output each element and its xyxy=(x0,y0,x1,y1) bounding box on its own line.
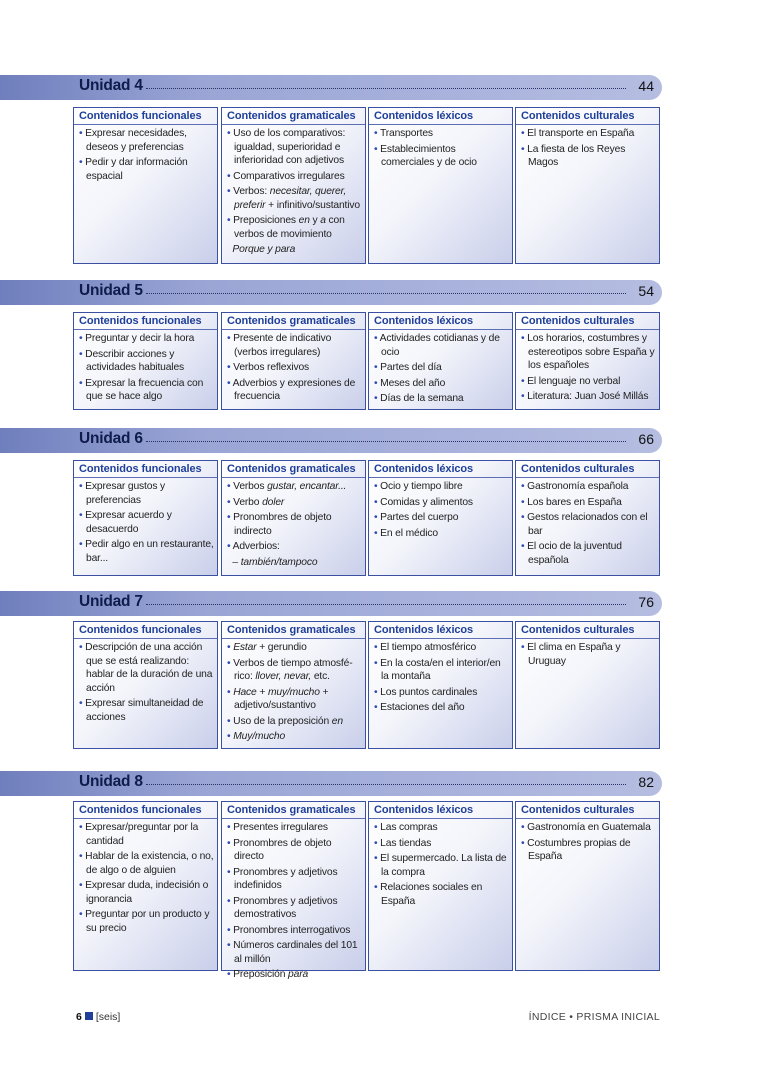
list-item: • Comidas y alimentos xyxy=(374,496,473,508)
dot-leader xyxy=(146,88,626,89)
content-box-heading: Contenidos gramaticales xyxy=(222,108,365,125)
content-list xyxy=(516,125,659,174)
unit-page-number: 66 xyxy=(638,431,654,447)
list-item: • Días de la semana xyxy=(374,393,464,404)
list-item: • Verbos: necesitar, querer, preferir + infinitivo/sustantivo xyxy=(227,186,360,211)
list-item: • Literatura: Juan José Millás xyxy=(521,391,649,402)
content-list xyxy=(74,478,217,569)
content-list xyxy=(222,819,365,986)
list-item: • Expresar simultaneidad de acciones xyxy=(79,698,204,723)
list-item: • Pronombres y adjetivos indefinidos xyxy=(227,866,338,891)
list-item: • Las tiendas xyxy=(374,837,432,849)
unit-page-number: 76 xyxy=(638,594,654,610)
list-item: • Relaciones sociales en España xyxy=(374,882,483,907)
content-list xyxy=(369,639,512,719)
list-item: • En la costa/en el interior/en la montaña xyxy=(374,657,501,682)
list-item: • Actividades cotidianas y de ocio xyxy=(374,333,500,358)
content-box xyxy=(515,460,660,576)
content-list xyxy=(74,125,217,187)
list-item: • Transportes xyxy=(374,128,433,139)
content-box-heading: Contenidos gramaticales xyxy=(222,622,365,639)
list-item: • Uso de los comparativos: igualdad, superioridad e inferioridad con adjetivos xyxy=(227,128,346,166)
content-box-heading: Contenidos léxicos xyxy=(369,461,512,478)
unit-content-grid xyxy=(73,312,662,410)
unit-header xyxy=(0,428,662,453)
unit-title: Unidad 6 xyxy=(79,430,143,447)
content-box-heading: Contenidos léxicos xyxy=(369,802,512,819)
list-item: • El lenguaje no verbal xyxy=(521,375,621,387)
content-box-heading: Contenidos culturales xyxy=(516,622,659,639)
content-box xyxy=(73,312,218,410)
dot-leader xyxy=(146,293,626,294)
unit-content-grid xyxy=(73,801,662,980)
content-box xyxy=(221,312,366,410)
list-item: • Pronombres interrogativos xyxy=(227,924,351,936)
list-item: • Expresar duda, indecisión o ignorancia xyxy=(79,880,209,905)
dot-leader xyxy=(146,784,626,785)
content-box xyxy=(221,621,366,749)
list-item: • Números cardinales del 101 al millón xyxy=(227,940,358,965)
content-box xyxy=(515,107,660,264)
content-list xyxy=(516,819,659,868)
unit-content-grid xyxy=(73,107,662,264)
list-item: • El tiempo atmosférico xyxy=(374,642,477,653)
footer-page-number xyxy=(76,1011,120,1023)
list-item: • Ocio y tiempo libre xyxy=(374,481,463,492)
list-item: • Establecimientos comerciales y de ocio xyxy=(374,143,477,168)
list-item: • Muy/mucho xyxy=(227,731,286,742)
content-box xyxy=(368,107,513,264)
list-item: • Verbos reflexivos xyxy=(227,362,310,373)
list-item: • Los horarios, costumbres y estereotipos sobre España y los españoles xyxy=(521,333,655,371)
content-box-heading: Contenidos funcionales xyxy=(74,108,217,125)
list-item: • Preguntar y decir la hora xyxy=(79,333,195,344)
content-list xyxy=(516,478,659,571)
list-item: • Partes del día xyxy=(374,362,442,373)
unit-title: Unidad 5 xyxy=(79,282,143,299)
content-box xyxy=(221,107,366,264)
content-box-heading: Contenidos culturales xyxy=(516,108,659,125)
list-item: • Preposiciones en y a con verbos de movimiento xyxy=(227,215,345,240)
footer-book-title: ÍNDICE • PRISMA INICIAL xyxy=(528,1011,660,1023)
list-item: • Meses del año xyxy=(374,377,446,389)
list-item: • Las compras xyxy=(374,822,438,833)
list-item: • Verbo doler xyxy=(227,496,285,508)
list-item: • Adverbios: xyxy=(227,541,280,552)
list-item: • Expresar acuerdo y desacuerdo xyxy=(79,510,172,535)
list-item: • Presentes irregulares xyxy=(227,822,328,833)
dot-leader xyxy=(146,604,626,605)
content-box-heading: Contenidos funcionales xyxy=(74,622,217,639)
content-box xyxy=(221,460,366,576)
list-item: • Costumbres propias de España xyxy=(521,837,631,862)
list-item: • La fiesta de los Reyes Magos xyxy=(521,143,626,168)
list-item: • El supermercado. La lista de la compra xyxy=(374,853,507,878)
list-item: • Gastronomía española xyxy=(521,481,629,492)
list-item: • Expresar/preguntar por la cantidad xyxy=(79,822,199,847)
content-box-heading: Contenidos culturales xyxy=(516,802,659,819)
list-item: Porque y para xyxy=(232,244,296,255)
content-box xyxy=(73,107,218,264)
list-item: • Comparativos irregulares xyxy=(227,170,345,182)
content-box xyxy=(515,312,660,410)
list-item: • Expresar la frecuencia con que se hace algo xyxy=(79,377,204,402)
list-item: • Pedir algo en un restaurante, bar... xyxy=(79,539,214,564)
content-box-heading: Contenidos funcionales xyxy=(74,313,217,330)
list-item: • Pronombres y adjetivos demostrativos xyxy=(227,895,338,920)
unit-header xyxy=(0,75,662,100)
list-item: • Verbos gustar, encantar... xyxy=(227,481,347,492)
list-item: • Pedir y dar información espacial xyxy=(79,157,188,182)
unit-header xyxy=(0,280,662,305)
content-box-heading: Contenidos culturales xyxy=(516,313,659,330)
list-item: • Hablar de la existencia, o no, de algo o de alguien xyxy=(79,851,214,876)
list-item: • Gestos relacionados con el bar xyxy=(521,512,648,537)
page-number-word: [seis] xyxy=(95,1011,121,1023)
list-item: • Estaciones del año xyxy=(374,702,465,713)
content-box xyxy=(73,621,218,749)
list-item: • Los bares en España xyxy=(521,496,622,508)
content-box-heading: Contenidos funcionales xyxy=(74,802,217,819)
content-box xyxy=(73,460,218,576)
content-list xyxy=(369,819,512,912)
content-box-heading: Contenidos culturales xyxy=(516,461,659,478)
page-number: 6 xyxy=(76,1011,82,1023)
list-item: • Los puntos cardinales xyxy=(374,686,478,698)
content-box-heading: Contenidos léxicos xyxy=(369,313,512,330)
dot-leader xyxy=(146,441,626,442)
content-box-heading: Contenidos gramaticales xyxy=(222,461,365,478)
list-item: • El clima en España y Uruguay xyxy=(521,642,621,667)
unit-page-number: 54 xyxy=(638,283,654,299)
list-item: • Presente de indicativo (verbos irregulares) xyxy=(227,333,332,358)
list-item: • El transporte en España xyxy=(521,128,635,139)
list-item: • Verbos de tiempo atmosfé-rico: llover, nevar, etc. xyxy=(227,657,353,682)
content-list xyxy=(74,819,217,939)
list-item: • Expresar gustos y preferencias xyxy=(79,481,166,506)
square-icon xyxy=(85,1012,93,1020)
content-box xyxy=(515,801,660,971)
unit-title: Unidad 8 xyxy=(79,773,143,790)
content-list xyxy=(222,639,365,748)
list-item: • Describir acciones y actividades habituales xyxy=(79,348,185,373)
content-box-heading: Contenidos gramaticales xyxy=(222,802,365,819)
list-item: • Pronombres de objeto indirecto xyxy=(227,512,332,537)
content-list xyxy=(516,639,659,672)
list-item: – también/tampoco xyxy=(232,556,318,568)
unit-content-grid xyxy=(73,621,662,749)
list-item: • En el médico xyxy=(374,527,438,539)
list-item: • Partes del cuerpo xyxy=(374,512,459,523)
content-list xyxy=(74,330,217,408)
unit-title: Unidad 4 xyxy=(79,77,143,94)
content-box-heading: Contenidos gramaticales xyxy=(222,313,365,330)
content-list xyxy=(222,478,365,573)
content-box-heading: Contenidos léxicos xyxy=(369,108,512,125)
list-item: • Estar + gerundio xyxy=(227,642,307,653)
unit-header xyxy=(0,591,662,616)
unit-content-grid xyxy=(73,460,662,576)
content-list xyxy=(369,125,512,174)
content-box xyxy=(515,621,660,749)
list-item: • Hace + muy/mucho + adjetivo/sustantivo xyxy=(227,686,329,711)
content-box-heading: Contenidos léxicos xyxy=(369,622,512,639)
content-list xyxy=(74,639,217,728)
content-list xyxy=(222,125,365,261)
unit-page-number: 82 xyxy=(638,774,654,790)
list-item: • El ocio de la juventud española xyxy=(521,541,622,566)
list-item: • Adverbios y expresiones de frecuencia xyxy=(227,377,356,402)
content-box xyxy=(368,801,513,971)
unit-header xyxy=(0,771,662,796)
content-box xyxy=(368,312,513,410)
content-list xyxy=(369,478,512,544)
content-box xyxy=(73,801,218,971)
list-item: • Pronombres de objeto directo xyxy=(227,837,332,862)
list-item: • Expresar necesidades, deseos y preferencias xyxy=(79,128,187,153)
content-list xyxy=(369,330,512,410)
unit-title: Unidad 7 xyxy=(79,593,143,610)
list-item: • Preguntar por un producto y su precio xyxy=(79,909,210,934)
content-box xyxy=(368,460,513,576)
content-box xyxy=(221,801,366,980)
content-box-heading: Contenidos funcionales xyxy=(74,461,217,478)
list-item: • Gastronomía en Guatemala xyxy=(521,822,651,833)
content-box xyxy=(368,621,513,749)
content-list xyxy=(222,330,365,408)
unit-page-number: 44 xyxy=(638,78,654,94)
list-item: • Descripción de una acción que se está realizando: hablar de la duración de una acción xyxy=(79,642,213,694)
list-item: • Preposición para xyxy=(227,969,309,980)
list-item: • Uso de la preposición en xyxy=(227,715,343,727)
content-list xyxy=(516,330,659,408)
